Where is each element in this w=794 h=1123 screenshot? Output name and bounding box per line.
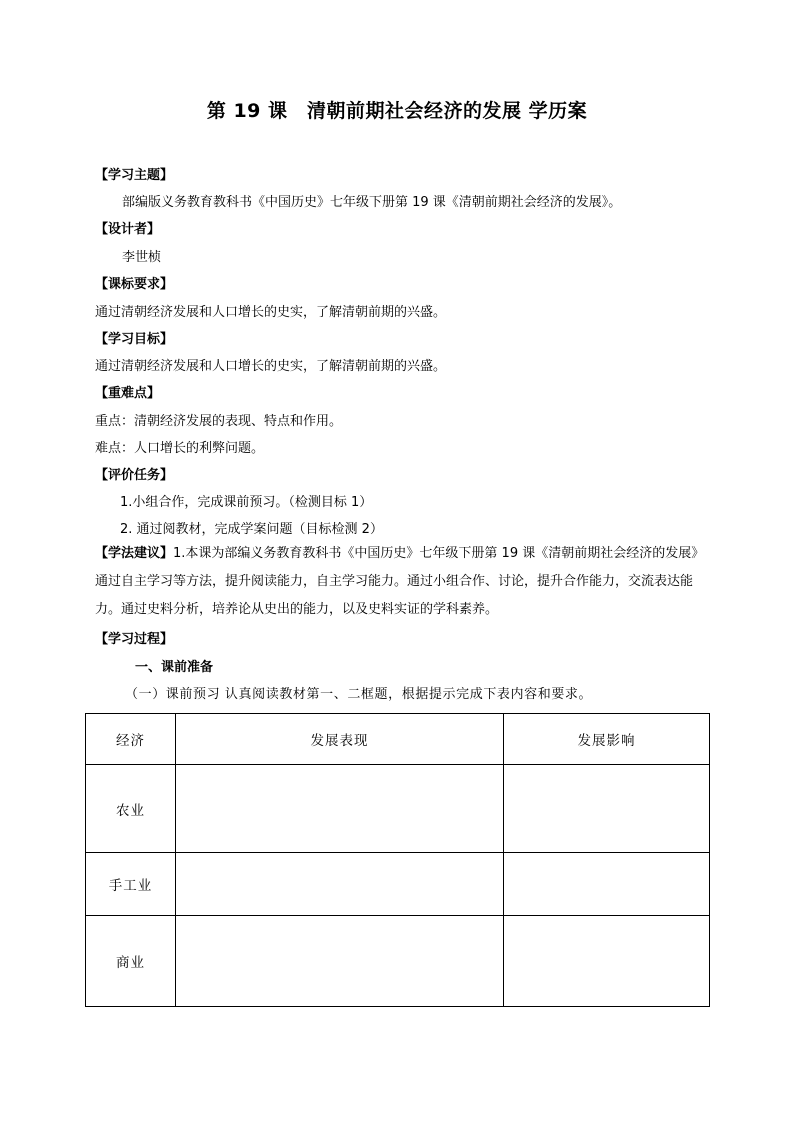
table-header-cell: 发展表现 bbox=[176, 714, 504, 765]
page-title: 第 19 课 清朝前期社会经济的发展 学历案 bbox=[206, 100, 588, 122]
task-item-1: 1.小组合作，完成课前预习。（检测目标 1） bbox=[120, 495, 373, 510]
key-points-heading: 【重难点】 bbox=[95, 386, 161, 401]
table-header-row bbox=[86, 714, 710, 765]
task-item-2: 2. 通过阅教材，完成学案问题（目标检测 2） bbox=[120, 522, 383, 537]
designer-name: 李世桢 bbox=[122, 250, 162, 265]
table-input-cell[interactable] bbox=[176, 853, 504, 916]
topic-heading: 【学习主题】 bbox=[95, 168, 174, 183]
standard-heading: 【课标要求】 bbox=[95, 277, 174, 292]
table-input-cell[interactable] bbox=[504, 853, 710, 916]
topic-text: 部编版义务教育教科书《中国历史》七年级下册第 19 课《清朝前期社会经济的发展》。 bbox=[122, 195, 622, 210]
goals-text: 通过清朝经济发展和人口增长的史实，了解清朝前期的兴盛。 bbox=[95, 359, 447, 374]
table-row-label: 农业 bbox=[86, 765, 176, 853]
table-input-cell[interactable] bbox=[176, 916, 504, 1007]
subsection-1-text: （一）课前预习 认真阅读教材第一、二框题，根据提示完成下表内容和要求。 bbox=[125, 687, 593, 702]
method-text: 1.本课为部编义务教育教科书《中国历史》七年级下册第 19 课《清朝前期社会经济的发展》通过自主学习等方法，提升阅读能力，自主学习能力。通过小组合作、讨论，提升合作能力，交流表达能力。通过史料分析，培养论从史出的能力，以及史料实证的学科素养。 bbox=[95, 546, 705, 617]
tasks-heading: 【评价任务】 bbox=[95, 468, 174, 483]
key-point-text: 重点：清朝经济发展的表现、特点和作用。 bbox=[95, 414, 343, 429]
table-row bbox=[86, 853, 710, 916]
table-row bbox=[86, 916, 710, 1007]
table-input-cell[interactable] bbox=[176, 765, 504, 853]
method-paragraph bbox=[95, 540, 713, 624]
table-row-label: 商业 bbox=[86, 916, 176, 1007]
table-header-cell: 经济 bbox=[86, 714, 176, 765]
designer-heading: 【设计者】 bbox=[95, 222, 161, 237]
standard-text: 通过清朝经济发展和人口增长的史实，了解清朝前期的兴盛。 bbox=[95, 305, 447, 320]
table-row bbox=[86, 765, 710, 853]
table-input-cell[interactable] bbox=[504, 765, 710, 853]
economy-table bbox=[85, 713, 710, 1007]
table-row-label: 手工业 bbox=[86, 853, 176, 916]
process-heading: 【学习过程】 bbox=[95, 632, 174, 647]
table-input-cell[interactable] bbox=[504, 916, 710, 1007]
method-heading: 【学法建议】 bbox=[95, 546, 174, 561]
table-header-cell: 发展影响 bbox=[504, 714, 710, 765]
goals-heading: 【学习目标】 bbox=[95, 332, 174, 347]
section-1-heading: 一、课前准备 bbox=[135, 660, 214, 675]
difficult-point-text: 难点：人口增长的利弊问题。 bbox=[95, 441, 265, 456]
